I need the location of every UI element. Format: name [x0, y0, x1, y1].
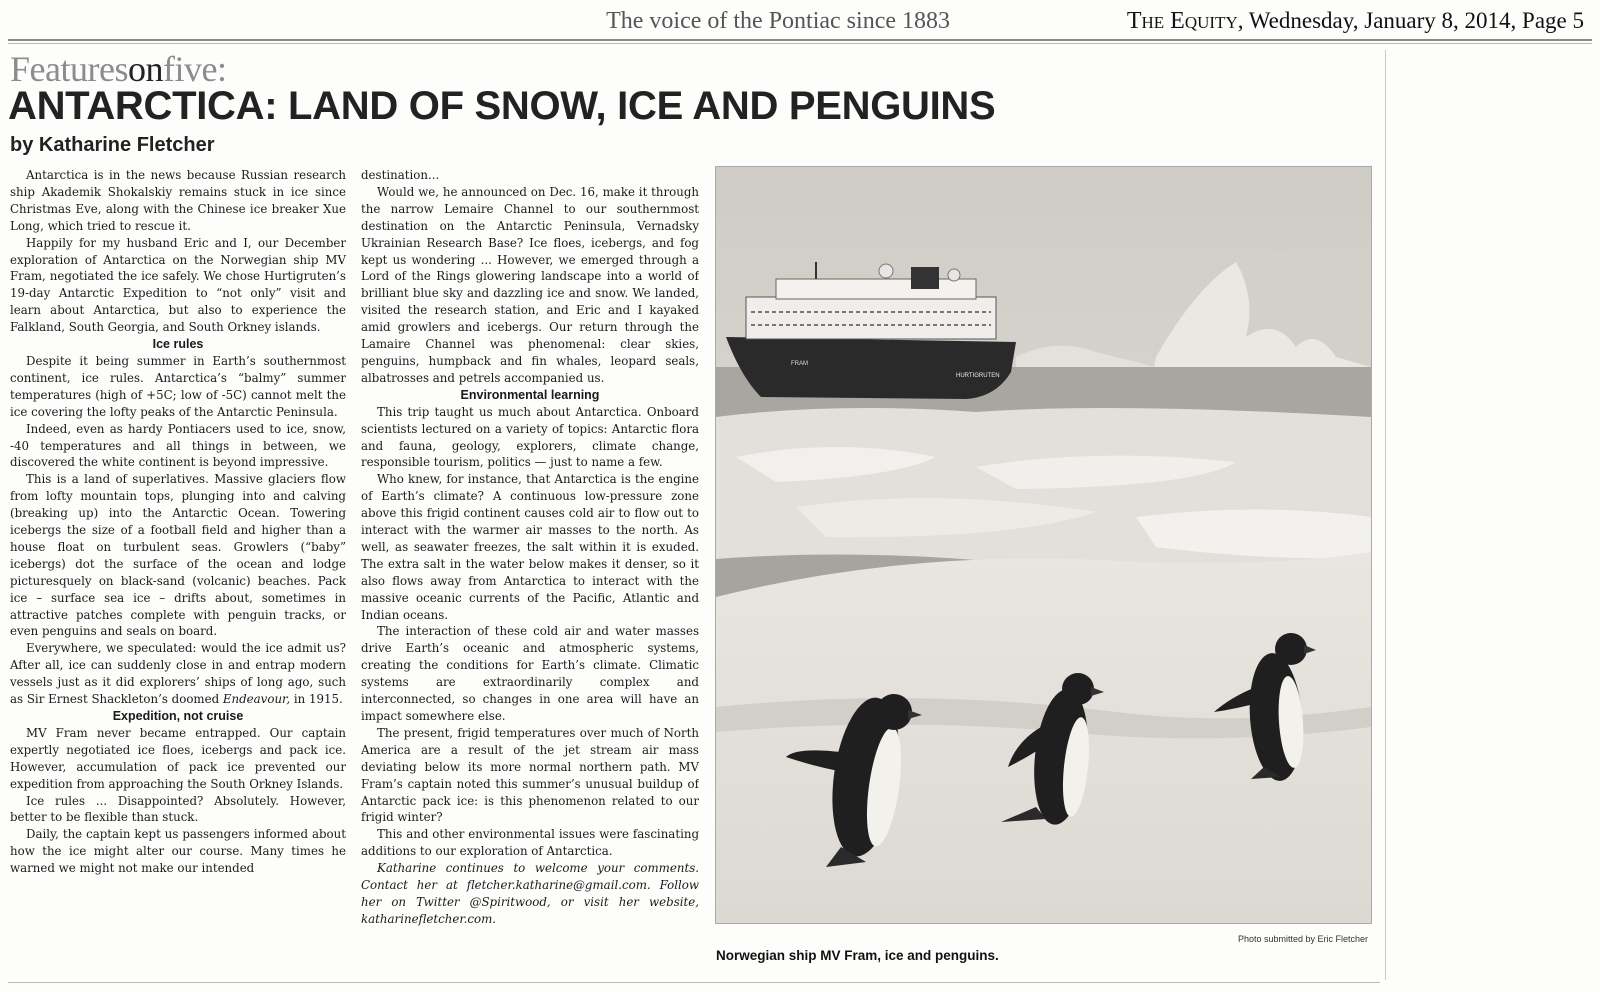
paragraph: This trip taught us much about Antarctica. Onboard scientists lectured on a variety of topics: Antarctic flora and fauna, geology, explorers, climate change, responsible tourism, politics — just to name a few.	[361, 404, 699, 470]
photo-illustration	[716, 167, 1371, 923]
masthead-tagline: The voice of the Pontiac since 1883	[606, 8, 950, 34]
side-rule	[1385, 50, 1386, 980]
kicker-features: Features	[10, 49, 128, 89]
paragraph: This and other environmental issues were fascinating additions to our exploration of Antarctica.	[361, 827, 699, 859]
article-column-1	[10, 167, 346, 967]
paragraph: Indeed, even as hardy Pontiacers used to ice, snow, -40 temperatures and all things in between, we discovered the white continent is beyond impressive.	[10, 421, 346, 470]
paragraph: MV Fram never became entrapped. Our captain expertly negotiated ice floes, icebergs and pack ice. However, accumulation of pack ice prevented our expedition from approaching the South Orkney Islands.	[10, 725, 346, 791]
paragraph: The present, frigid temperatures over much of North America are a result of the jet stream air mass deviating below its more normal northern path. MV Fram’s captain noted this summer’s unusual buildup of Antarctic pack ice: is this phenomenon related to our frigid winter?	[361, 725, 699, 825]
masthead	[0, 0, 1600, 40]
paragraph	[10, 640, 346, 708]
paper-name: The Equity	[1126, 8, 1238, 34]
paragraph: Happily for my husband Eric and I, our December exploration of Antarctica on the Norwegian ship MV Fram, negotiated the ice safely. We chose Hurtigruten’s 19-day Antarctic Expedition to “not only” visit and learn about Antarctica, but also to experience the Falkland, South Georgia, and South Orkney islands.	[10, 235, 346, 335]
article-byline: by Katharine Fletcher	[10, 134, 215, 156]
article-headline: ANTARCTICA: LAND OF SNOW, ICE AND PENGUINS	[8, 84, 996, 128]
date-page: , Wednesday, January 8, 2014, Page 5	[1237, 8, 1584, 33]
paragraph: This is a land of superlatives. Massive glaciers flow from lofty mountain tops, plunging into and calving (breaking up) into the Antarctic Ocean. Towering icebergs the size of a football field and higher than a house float on turbulent seas. Growlers (“baby” icebergs) dot the surface of the ocean and lodge picturesquely on black-sand (volcanic) beaches. Pack ice – surface sea ice – drifts about, sometimes in attractive patches complete with penguin tracks, or even penguins and seals on board.	[10, 472, 346, 639]
subhead-ice-rules: Ice rules	[152, 337, 204, 352]
masthead-dateline	[1127, 8, 1584, 35]
paragraph: Ice rules ... Disappointed? Absolutely. However, better to be flexible than stuck.	[10, 793, 346, 825]
subhead-environmental: Environmental learning	[460, 387, 600, 402]
ship-name-text: FRAM	[791, 361, 808, 367]
ship-radome	[948, 269, 960, 281]
kicker-five: five:	[162, 49, 227, 89]
kicker-on: on	[127, 49, 163, 89]
paragraph: Daily, the captain kept us passengers informed about how the ice might alter our course. Many times he warned we might not make our intended	[10, 827, 346, 876]
ship-name-italic: Endeavour,	[222, 692, 291, 707]
paragraph: Who knew, for instance, that Antarctica is the engine of Earth’s climate? A continuous low-pressure zone above this frigid continent causes cold air to flow out to interact with the warmer air masses to the north. As well, as seawater freezes, the salt within it is exuded. The extra salt in the water below makes it denser, so it also flows away from Antarctica to interact with the massive oceanic currents of the Pacific, Atlantic and Indian oceans.	[361, 472, 699, 622]
ship-radome	[879, 264, 893, 278]
article-photo	[715, 166, 1372, 924]
author-note: Katharine continues to welcome your comments. Contact her at fletcher.katharine@gmail.com. Follow her on Twitter @Spiritwood, or visit her website, katharinefletcher.com.	[361, 861, 699, 926]
paragraph-text: in 1915.	[290, 692, 343, 707]
ship-superstructure	[746, 297, 996, 339]
top-rule	[8, 39, 1592, 41]
photo-caption: Norwegian ship MV Fram, ice and penguins.	[716, 948, 999, 963]
paragraph: Would we, he announced on Dec. 16, make it through the narrow Lemaire Channel to our southernmost destination on the Antarctic Peninsula, Vernadsky Ukrainian Research Base? Ice floes, icebergs, and fog kept us wondering ... However, we emerged through a Lord of the Rings glowering landscape into a world of brilliant blue sky and dazzling ice and snow. We landed, visited the research station, and Eric and I kayaked amid growlers and icebergs. Our return through the Lamaire Channel was phenomenal: clear skies, penguins, humpback and fin whales, leopard seals, albatrosses and petrels accompanied us.	[361, 184, 699, 385]
ship-funnel	[911, 267, 939, 289]
ship-upper-deck	[776, 279, 976, 299]
top-rule-thin	[8, 43, 1592, 44]
bottom-rule	[8, 982, 1380, 983]
paragraph: Despite it being summer in Earth’s southernmost continent, ice rules. Antarctica’s “balmy” summer temperatures (high of +5C; low of -5C) cannot melt the ice covering the lofty peaks of the Antarctic Peninsula.	[10, 353, 346, 419]
paragraph-text: Everywhere, we speculated: would the ice admit us? After all, ice can suddenly close in and entrap modern vessels just as it did explorers’ ships of long ago, such as Sir Ernest Shackleton’s doomed	[10, 641, 346, 707]
ship-hull-text: HURTIGRUTEN	[956, 373, 1000, 379]
paragraph: Antarctica is in the news because Russian research ship Akademik Shokalskiy remains stuck in ice since Christmas Eve, along with the Chinese ice breaker Xue Long, which tried to rescue it.	[10, 168, 346, 233]
photo-credit: Photo submitted by Eric Fletcher	[1237, 934, 1368, 944]
paragraph: The interaction of these cold air and water masses drive Earth’s oceanic and atmospheric systems, creating the conditions for Earth’s climate. Climatic systems are extraordinarily complex and interconnected, so changes in one area will have an impact somewhere else.	[361, 624, 699, 723]
ship-hull	[726, 337, 1016, 399]
subhead-expedition: Expedition, not cruise	[112, 709, 244, 723]
article-column-2	[361, 167, 699, 967]
paragraph: destination...	[361, 168, 440, 182]
